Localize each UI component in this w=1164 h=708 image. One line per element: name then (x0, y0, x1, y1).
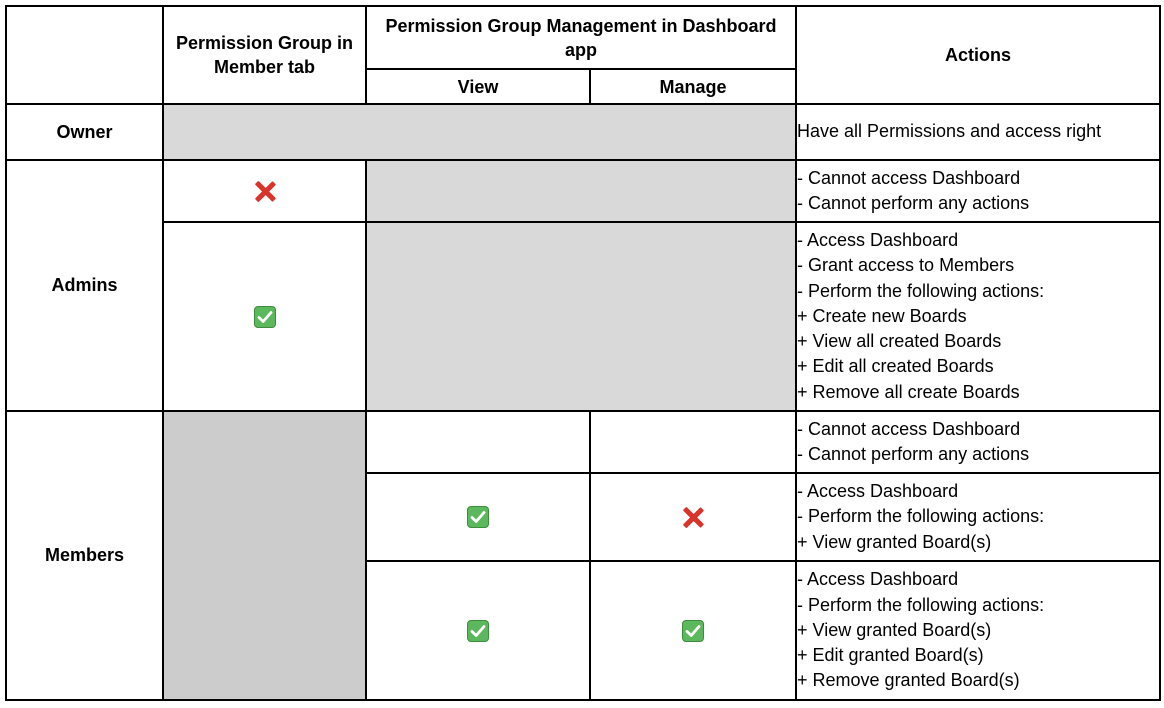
members-actions-2 (796, 473, 1160, 561)
check-icon (467, 506, 489, 528)
action-line: - Access Dashboard (797, 481, 959, 502)
members-view-cell-2 (366, 473, 590, 561)
check-icon (682, 620, 704, 642)
owner-row (6, 104, 1160, 160)
members-row-1 (6, 411, 1160, 473)
action-line: + Edit granted Board(s) (797, 645, 984, 666)
admins-member-tab-cell-1 (163, 160, 366, 222)
admins-gray-cell-2 (366, 222, 796, 411)
members-manage-cell-3 (590, 561, 796, 700)
action-line: Have all Permissions and access right (797, 121, 1102, 142)
action-line: - Access Dashboard (797, 569, 959, 590)
admins-row-2 (6, 222, 1160, 411)
action-line: + View all created Boards (797, 331, 1002, 352)
check-icon (467, 620, 489, 642)
header-view: View (366, 69, 590, 104)
action-line: - Cannot perform any actions (797, 444, 1030, 464)
header-manage: Manage (590, 69, 796, 104)
action-line: - Cannot perform any actions (797, 193, 1030, 213)
action-line: - Cannot access Dashboard (797, 418, 1021, 439)
members-manage-cell-1 (590, 411, 796, 473)
owner-gray-cell (163, 104, 796, 160)
permission-table (5, 5, 1161, 701)
corner-cell (6, 6, 163, 104)
action-line: - Perform the following actions: (797, 594, 1045, 615)
owner-actions (796, 104, 1160, 160)
action-line: - Perform the following actions: (797, 280, 1045, 301)
members-actions-3 (796, 561, 1160, 700)
action-line: + Remove all create Boards (797, 381, 1020, 402)
members-actions-1 (796, 411, 1160, 473)
x-icon (254, 180, 276, 202)
row-label-owner: Owner (6, 104, 163, 160)
action-line: + View granted Board(s) (797, 619, 992, 640)
header-dashboard-management: Permission Group Management in Dashboard app (366, 6, 796, 69)
admins-member-tab-cell-2 (163, 222, 366, 411)
action-line: - Access Dashboard (797, 229, 959, 250)
members-view-cell-1 (366, 411, 590, 473)
row-label-members: Members (6, 411, 163, 700)
row-label-admins: Admins (6, 160, 163, 411)
admins-actions-2 (796, 222, 1160, 411)
action-line: + View granted Board(s) (797, 531, 992, 552)
header-member-tab: Permission Group in Member tab (163, 6, 366, 104)
admins-gray-cell-1 (366, 160, 796, 222)
members-manage-cell-2 (590, 473, 796, 561)
members-view-cell-3 (366, 561, 590, 700)
action-line: + Remove granted Board(s) (797, 670, 1020, 691)
action-line: - Perform the following actions: (797, 506, 1045, 527)
members-gray-cell (163, 411, 366, 700)
action-line: - Grant access to Members (797, 255, 1015, 276)
admins-actions-1 (796, 160, 1160, 222)
check-icon (254, 306, 276, 328)
admins-row-1 (6, 160, 1160, 222)
action-line: - Cannot access Dashboard (797, 167, 1021, 188)
x-icon (682, 506, 704, 528)
header-actions: Actions (796, 6, 1160, 104)
action-line: + Edit all created Boards (797, 356, 994, 377)
action-line: + Create new Boards (797, 305, 967, 326)
